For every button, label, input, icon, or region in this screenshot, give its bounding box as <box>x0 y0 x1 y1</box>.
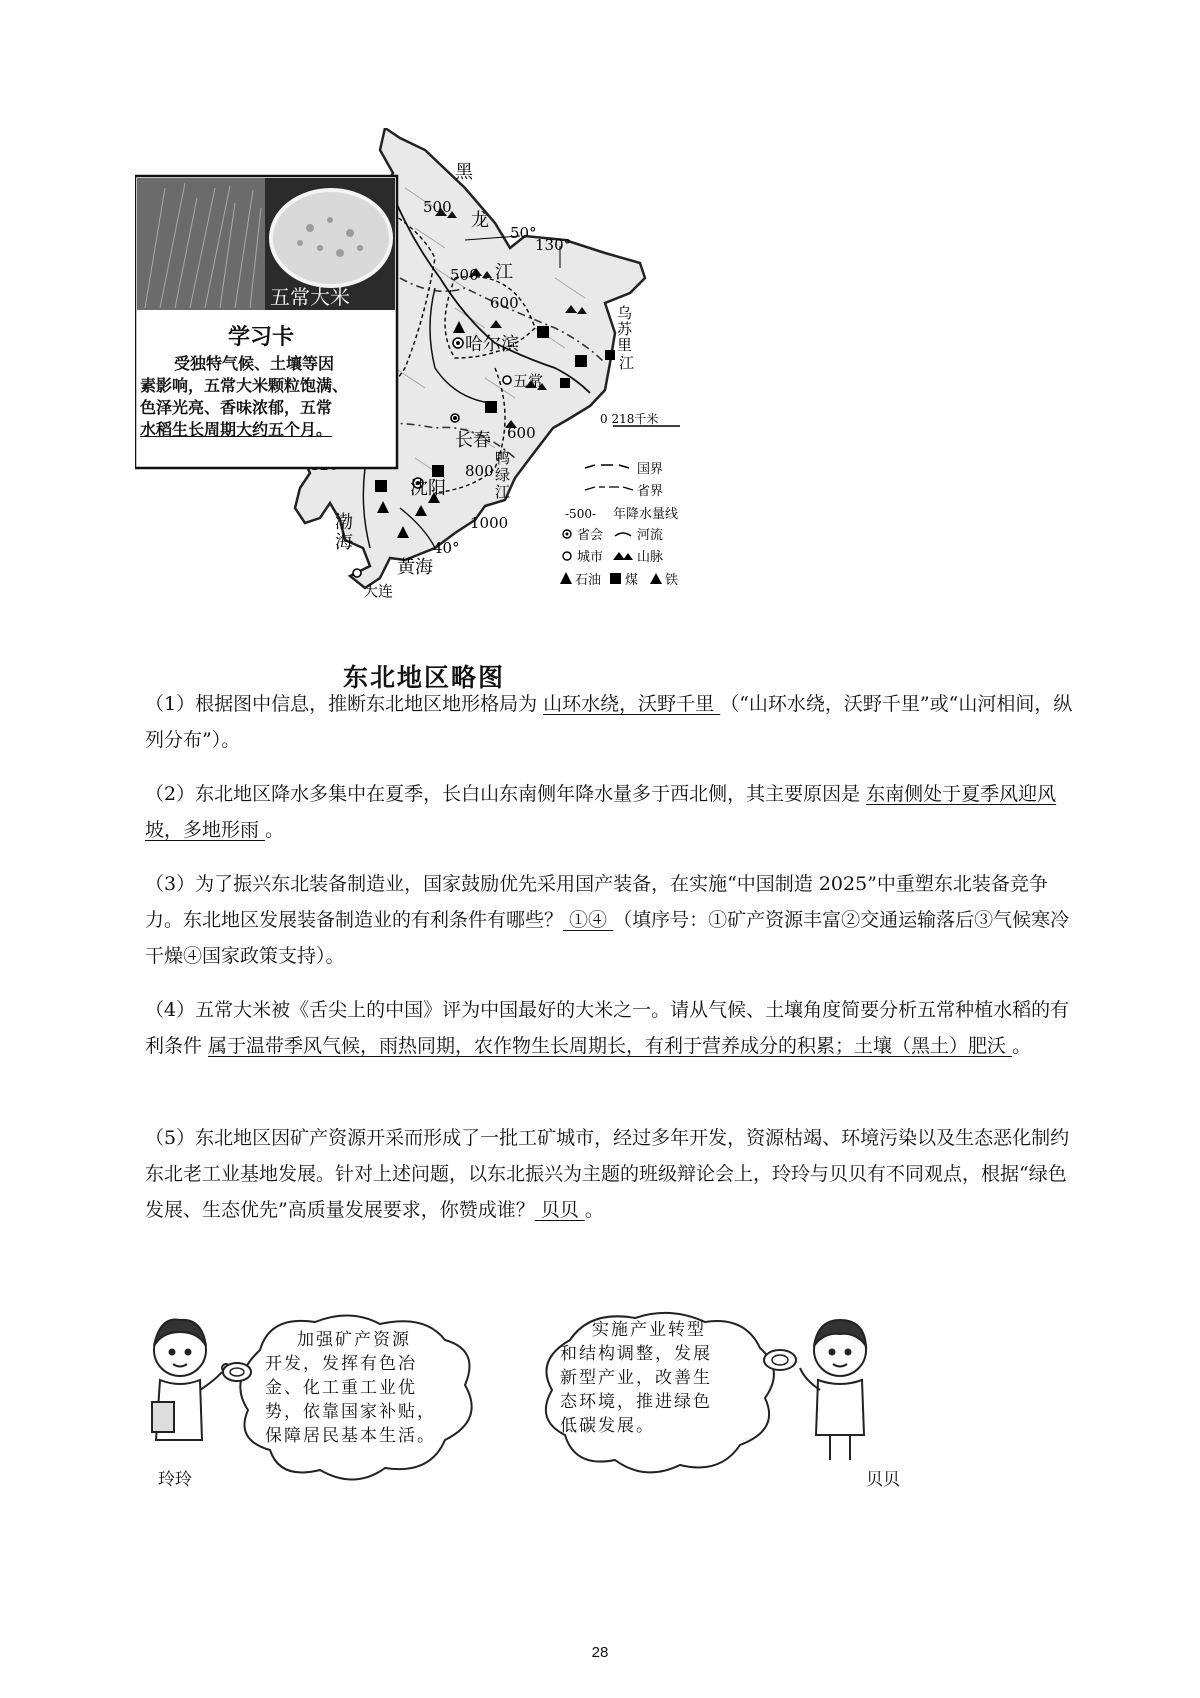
lingling-line: 金、化工重工业优 <box>265 1378 417 1398</box>
debate-illustration <box>140 1310 900 1510</box>
legend-precip-line: 年降水量线 <box>613 507 679 522</box>
legend-iron: 铁 <box>665 573 679 588</box>
question-2 <box>145 776 1085 848</box>
city-label-wuchang: 五常 <box>513 372 544 390</box>
question-2-answer: 东南侧处于夏季风迎风坡，多地形雨 <box>145 783 1057 841</box>
precip-label-500b: 500 <box>450 266 479 284</box>
question-5-answer: 贝贝 <box>534 1199 585 1221</box>
beibei-line: 态环境，推进绿色 <box>560 1392 712 1412</box>
legend-capital: 省会 <box>577 528 604 543</box>
beibei-name: 贝贝 <box>866 1470 900 1490</box>
river-label-jiang2: 江 <box>495 483 511 501</box>
question-1 <box>145 686 1085 758</box>
map-label-lat40: 40° <box>433 539 460 557</box>
question-4-note: 。 <box>1012 1035 1032 1057</box>
city-label-shenyang: 沈阳 <box>410 478 446 499</box>
lingling-line: 保障居民基本生活。 <box>265 1426 436 1446</box>
precip-label-500a: 500 <box>423 198 452 216</box>
question-3 <box>145 866 1085 974</box>
sea-label-huanghai: 黄海 <box>397 557 433 578</box>
river-label-wusuli-2: 苏 <box>617 320 633 338</box>
beibei-line: 低碳发展。 <box>560 1416 655 1436</box>
beibei-line: 和结构调整，发展 <box>560 1344 712 1364</box>
question-1-note: （“山环水绕，沃野千里”或“山河相间，纵列分布”）。 <box>145 693 1073 751</box>
beibei-line: 实施产业转型 <box>592 1320 706 1340</box>
legend-oil: 石油 <box>575 573 602 588</box>
question-4 <box>145 992 1085 1064</box>
lingling-figure-icon <box>152 1320 230 1440</box>
photo-label-wuchang-rice: 五常大米 <box>270 285 350 309</box>
precip-label-1000: 1000 <box>470 514 509 532</box>
question-3-text: （3）为了振兴东北装备制造业，国家鼓励优先采用国产装备，在实施“中国制造 2025”中重塑东北装备竞争力。东北地区发展装备制造业的有利条件有哪些？ <box>145 873 1048 931</box>
question-1-text: （1）根据图中信息，推断东北地区地形格局为 <box>145 693 544 715</box>
legend-precip-sample: -500- <box>565 507 597 521</box>
river-label-yalu-1: 鸭 <box>495 449 511 467</box>
city-label-dalian: 大连 <box>363 582 394 600</box>
question-5-text: （5）东北地区因矿产资源开采而形成了一批工矿城市，经过多年开发，资源枯竭、环境污染以及生态恶化制约东北老工业基地发展。针对上述问题，以东北振兴为主题的班级辩论会上，玲玲与贝贝有不同观点，根据“绿色发展、生态优先”高质量发展要求，你赞成谁？ <box>145 1127 1070 1221</box>
city-label-harbin: 哈尔滨 <box>465 334 519 355</box>
question-3-note: （填序号：①矿产资源丰富②交通运输落后③气候寒冷干燥④国家政策支持）。 <box>145 909 1070 967</box>
learning-card-line: 素影响，五常大米颗粒饱满、 <box>140 376 349 395</box>
legend-city: 城市 <box>577 550 604 565</box>
river-label-wusuli-1: 乌 <box>617 304 633 322</box>
learning-card-line: 色泽光亮、香味浓郁，五常 <box>140 398 333 417</box>
map-legend <box>560 462 678 588</box>
legend-province-border: 省界 <box>637 484 664 499</box>
river-label-yalu-2: 绿 <box>495 466 511 484</box>
beibei-line: 新型产业，改善生 <box>560 1368 712 1388</box>
question-5 <box>145 1120 1085 1228</box>
city-label-changchun: 长春 <box>455 430 491 451</box>
question-5-note: 。 <box>584 1199 604 1221</box>
page-number: 28 <box>591 1644 609 1661</box>
lingling-name: 玲玲 <box>158 1470 192 1490</box>
beibei-speech-text <box>560 1318 712 1438</box>
lingling-line: 势，依靠国家补贴， <box>265 1402 436 1422</box>
learning-card-line: 水稻生长周期大约五个月。 <box>140 420 333 439</box>
river-label-wusuli-3: 里 <box>617 336 633 354</box>
question-4-text: （4）五常大米被《舌尖上的中国》评为中国最好的大米之一。请从气候、土壤角度简要分析五常种植水稻的有利条件 <box>145 999 1070 1057</box>
learning-card-title: 学习卡 <box>228 325 295 350</box>
rice-bowl-photo <box>271 190 391 286</box>
question-2-text: （2）东北地区降水多集中在夏季，长白山东南侧年降水量多于西北侧，其主要原因是 <box>145 783 867 805</box>
map-label-jiang: 江 <box>495 262 513 283</box>
river-label-wusuli-4: 江 <box>619 354 635 372</box>
lingling-line: 开发，发挥有色冶 <box>265 1354 417 1374</box>
lingling-speech-text <box>265 1328 436 1448</box>
learning-card-line: 受独特气候、土壤等因 <box>174 354 335 373</box>
map-label-lat50: 50° <box>510 224 537 242</box>
map-label-lon130: 130° <box>535 236 572 254</box>
map-scale: 0 218千米 <box>600 412 659 426</box>
legend-river: 河流 <box>637 528 664 543</box>
question-1-answer: 山环水绕，沃野千里 <box>543 693 721 715</box>
legend-mountain: 山脉 <box>637 550 664 565</box>
question-4-answer: 属于温带季风气候，雨热同期，农作物生长周期长，有利于营养成分的积累；土壤（黑土）肥沃 <box>208 1035 1013 1057</box>
map-caption: 东北地区略图 <box>343 663 506 692</box>
legend-coal: 煤 <box>625 573 639 588</box>
question-3-answer: ①④ <box>563 909 614 931</box>
sea-label-bohai-2: 海 <box>335 532 353 553</box>
question-2-note: 。 <box>265 819 285 841</box>
learning-card-body <box>140 353 398 441</box>
precip-label-800: 800 <box>465 462 494 480</box>
map-label-hei: 黑 <box>455 162 473 183</box>
beibei-figure-icon <box>800 1320 866 1460</box>
legend-national-border: 国界 <box>637 462 664 477</box>
map-label-long: 龙 <box>471 210 489 231</box>
precip-label-600a: 600 <box>490 294 519 312</box>
precip-label-600b: 600 <box>507 424 536 442</box>
lingling-line: 加强矿产资源 <box>297 1330 411 1350</box>
sea-label-bohai-1: 渤 <box>335 512 353 533</box>
